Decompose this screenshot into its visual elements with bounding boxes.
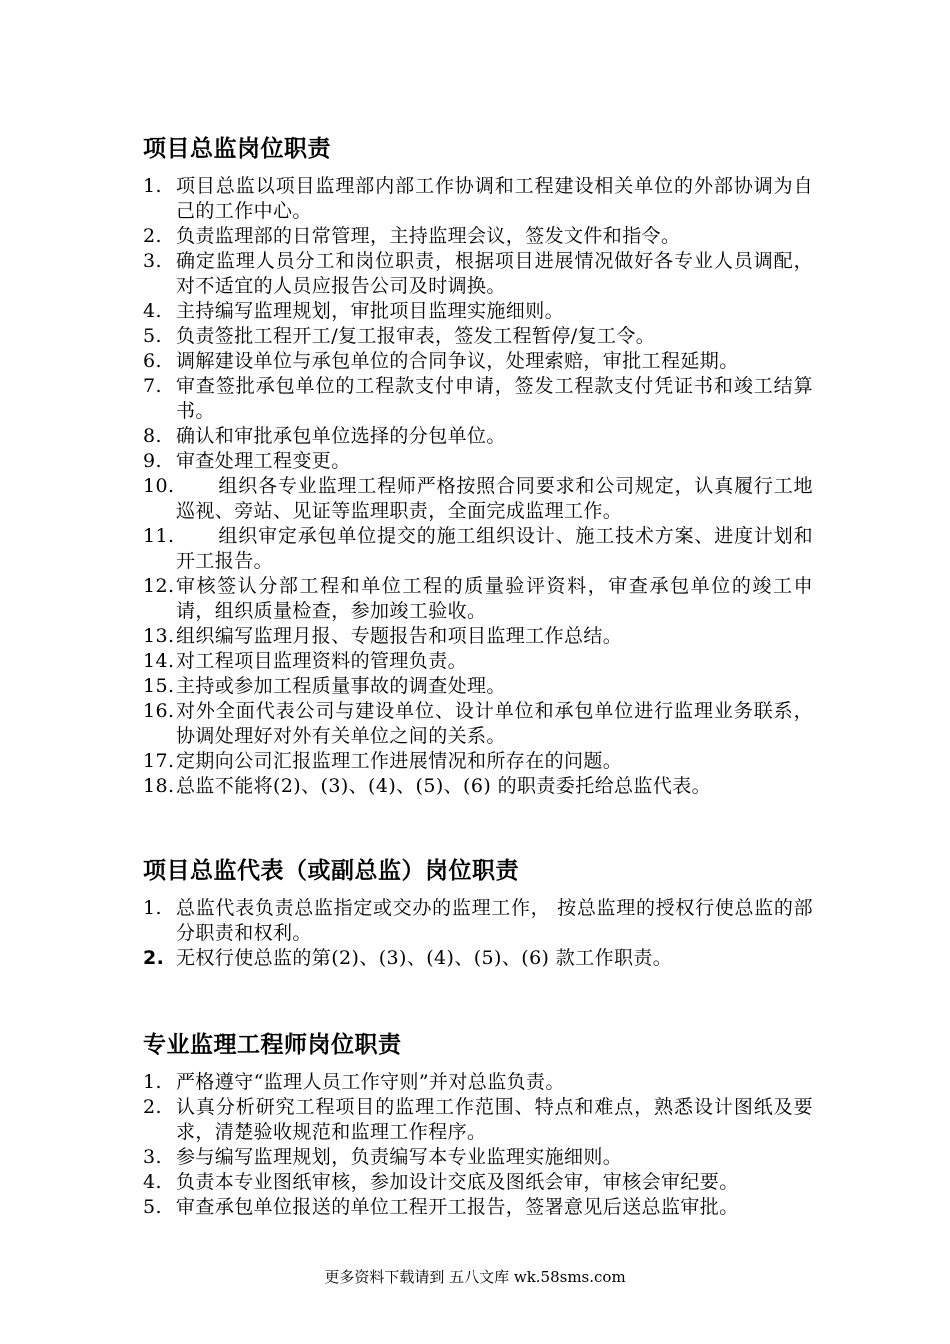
list-item [143,1070,813,1095]
item-text: 定期向公司汇报监理工作进展情况和所存在的问题。 [176,750,623,772]
list-item [143,774,813,799]
footer-download-note: 更多资料下载请到 五八文库 wk.58sms.com [324,1268,626,1286]
list-item [143,374,813,424]
item-text: 项目总监以项目监理部内部工作协调和工程建设相关单位的外部协调为自己的工作中心。 [176,175,813,222]
list-item [143,749,813,774]
list-item [143,424,813,449]
item-number: 16. [143,700,175,722]
item-number: 4. [143,300,162,322]
item-text: 确定监理人员分工和岗位职责，根据项目进展情况做好各专业人员调配，对不适宜的人员应报告公司及时调换。 [176,250,813,297]
item-text: 主持编写监理规划，审批项目监理实施细则。 [176,300,565,322]
item-text: 组织审定承包单位提交的施工组织设计、施工技术方案、进度计划和开工报告。 [176,525,813,572]
list-item [143,474,813,524]
item-text: 总监代表负责总监指定或交办的监理工作， 按总监理的授权行使总监的部分职责和权利。 [176,897,813,944]
item-number: 8. [143,425,162,447]
list-item [143,524,813,574]
item-number: 12. [143,575,175,597]
list-item [143,349,813,374]
list-item [143,224,813,249]
section-deputy-supervisor [143,856,813,971]
item-number: 10. [143,475,175,497]
item-text: 负责签批工程开工/复工报审表，签发工程暂停/复工令。 [176,325,656,347]
item-text: 总监不能将(2)、(3)、(4)、(5)、(6) 的职责委托给总监代表。 [176,775,712,797]
item-number: 3. [143,250,162,272]
item-number: 1. [143,897,162,919]
item-number: 2. [143,947,165,969]
list-item [143,574,813,624]
item-number: 17. [143,750,175,772]
item-text: 审核签认分部工程和单位工程的质量验评资料，审查承包单位的竣工申请，组织质量检查，参加竣工验收。 [176,575,813,622]
duty-list [143,1070,813,1220]
item-text: 组织各专业监理工程师严格按照合同要求和公司规定，认真履行工地巡视、旁站、见证等监理职责，全面完成监理工作。 [176,475,813,522]
item-text: 负责监理部的日常管理，主持监理会议，签发文件和指令。 [176,225,681,247]
item-text: 认真分析研究工程项目的监理工作范围、特点和难点，熟悉设计图纸及要求，清楚验收规范和监理工作程序。 [176,1096,813,1143]
list-item [143,449,813,474]
item-number: 1. [143,1071,162,1093]
item-text: 对外全面代表公司与建设单位、设计单位和承包单位进行监理业务联系，协调处理好对外有关单位之间的关系。 [176,700,813,747]
item-text: 组织编写监理月报、专题报告和项目监理工作总结。 [176,625,623,647]
list-item [143,249,813,299]
item-number: 4. [143,1171,162,1193]
item-number: 5. [143,325,162,347]
list-item [143,699,813,749]
duty-list [143,174,813,799]
item-text: 严格遵守“监理人员工作守则”并对总监负责。 [176,1071,565,1093]
item-text: 无权行使总监的第(2)、(3)、(4)、(5)、(6) 款工作职责。 [176,947,673,969]
item-number: 11. [143,525,175,547]
list-item [143,624,813,649]
item-number: 14. [143,650,175,672]
list-item [143,649,813,674]
item-number: 3. [143,1146,162,1168]
item-text: 参与编写监理规划，负责编写本专业监理实施细则。 [176,1146,623,1168]
item-number: 13. [143,625,175,647]
item-text: 调解建设单位与承包单位的合同争议，处理索赔，审批工程延期。 [176,350,739,372]
list-item [143,174,813,224]
item-number: 7. [143,375,162,397]
section-chief-supervisor [143,134,813,799]
item-number: 15. [143,675,175,697]
item-number: 5. [143,1196,162,1218]
item-text: 审查处理工程变更。 [176,450,351,472]
list-item [143,946,813,971]
list-item [143,299,813,324]
list-item [143,1145,813,1170]
list-item [143,674,813,699]
section-title: 项目总监代表（或副总监）岗位职责 [143,858,519,884]
item-number: 6. [143,350,162,372]
list-item [143,1095,813,1145]
item-text: 对工程项目监理资料的管理负责。 [176,650,468,672]
item-text: 审查签批承包单位的工程款支付申请，签发工程款支付凭证书和竣工结算书。 [176,375,813,422]
duty-list [143,896,813,971]
list-item [143,1170,813,1195]
item-number: 1. [143,175,162,197]
item-text: 主持或参加工程质量事故的调查处理。 [176,675,506,697]
item-number: 18. [143,775,175,797]
item-text: 审查承包单位报送的单位工程开工报告，签署意见后送总监审批。 [176,1196,739,1218]
section-specialist-engineer [143,1030,813,1220]
list-item [143,324,813,349]
list-item [143,896,813,946]
item-number: 2. [143,1096,162,1118]
list-item [143,1195,813,1220]
section-title: 项目总监岗位职责 [143,136,331,162]
item-number: 2. [143,225,162,247]
item-text: 确认和审批承包单位选择的分包单位。 [176,425,506,447]
item-number: 9. [143,450,162,472]
section-title: 专业监理工程师岗位职责 [143,1032,402,1058]
item-text: 负责本专业图纸审核，参加设计交底及图纸会审，审核会审纪要。 [176,1171,739,1193]
